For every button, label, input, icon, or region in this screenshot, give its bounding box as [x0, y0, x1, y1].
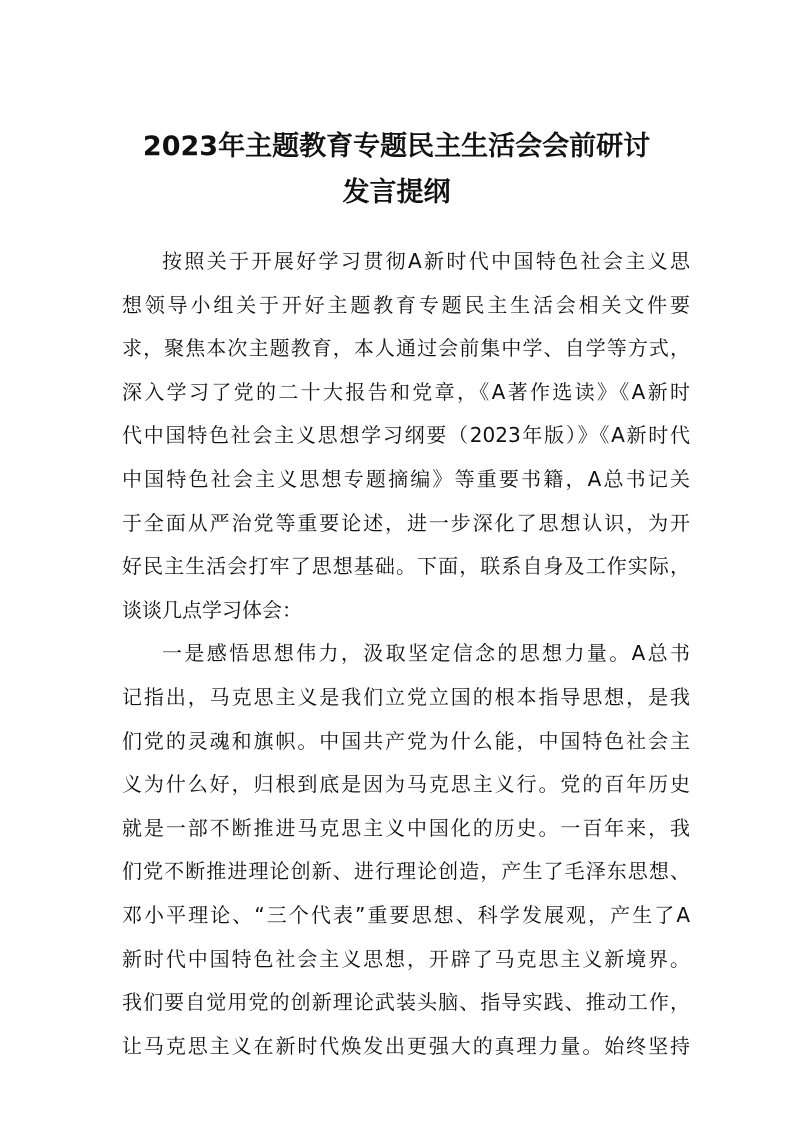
text-line: 谈谈几点学习体会： [122, 597, 302, 622]
text-line: 好民主生活会打牢了思想基础。下面，联系自身及工作实际， [122, 554, 690, 579]
text-line: 中国特色社会主义思想专题摘编》等重要书籍，A总书记关 [122, 466, 690, 491]
title-line-1: 2023年主题教育专题民主生活会会前研讨 [142, 131, 651, 162]
paragraph-intro [122, 240, 690, 632]
document-title [0, 124, 793, 216]
text-line: 求，聚焦本次主题教育，本人通过会前集中学、自学等方式， [122, 336, 690, 361]
text-line: 就是一部不断推进马克思主义中国化的历史。一百年来，我 [122, 815, 690, 840]
text-line: 记指出，马克思主义是我们立党立国的根本指导思想，是我 [122, 684, 690, 709]
document-body [122, 240, 690, 1068]
text-line: 深入学习了党的二十大报告和党章，《A著作选读》《A新时 [122, 379, 690, 404]
text-line: 我们要自觉用党的创新理论武装头脑、指导实践、推动工作， [122, 990, 690, 1015]
text-line: 代中国特色社会主义思想学习纲要（2023年版）》《A新时代 [122, 423, 690, 448]
paragraph-point-one [122, 632, 690, 1068]
text-line: 们党的灵魂和旗帜。中国共产党为什么能，中国特色社会主 [122, 728, 690, 753]
text-line: 按照关于开展好学习贯彻A新时代中国特色社会主义思 [162, 249, 690, 273]
text-line: 邓小平理论、“三个代表”重要思想、科学发展观，产生了A [122, 902, 690, 927]
title-line-2: 发言提纲 [342, 177, 451, 208]
text-line: 让马克思主义在新时代焕发出更强大的真理力量。始终坚持 [122, 1033, 690, 1058]
text-line: 新时代中国特色社会主义思想，开辟了马克思主义新境界。 [122, 946, 690, 971]
text-line: 们党不断推进理论创新、进行理论创造，产生了毛泽东思想、 [122, 859, 690, 884]
text-line: 义为什么好，归根到底是因为马克思主义行。党的百年历史 [122, 772, 690, 797]
text-line: 一是感悟思想伟力，汲取坚定信念的思想力量。A总书 [162, 641, 690, 666]
text-line: 想领导小组关于开好主题教育专题民主生活会相关文件要 [122, 292, 690, 317]
text-line: 于全面从严治党等重要论述，进一步深化了思想认识，为开 [122, 510, 690, 535]
